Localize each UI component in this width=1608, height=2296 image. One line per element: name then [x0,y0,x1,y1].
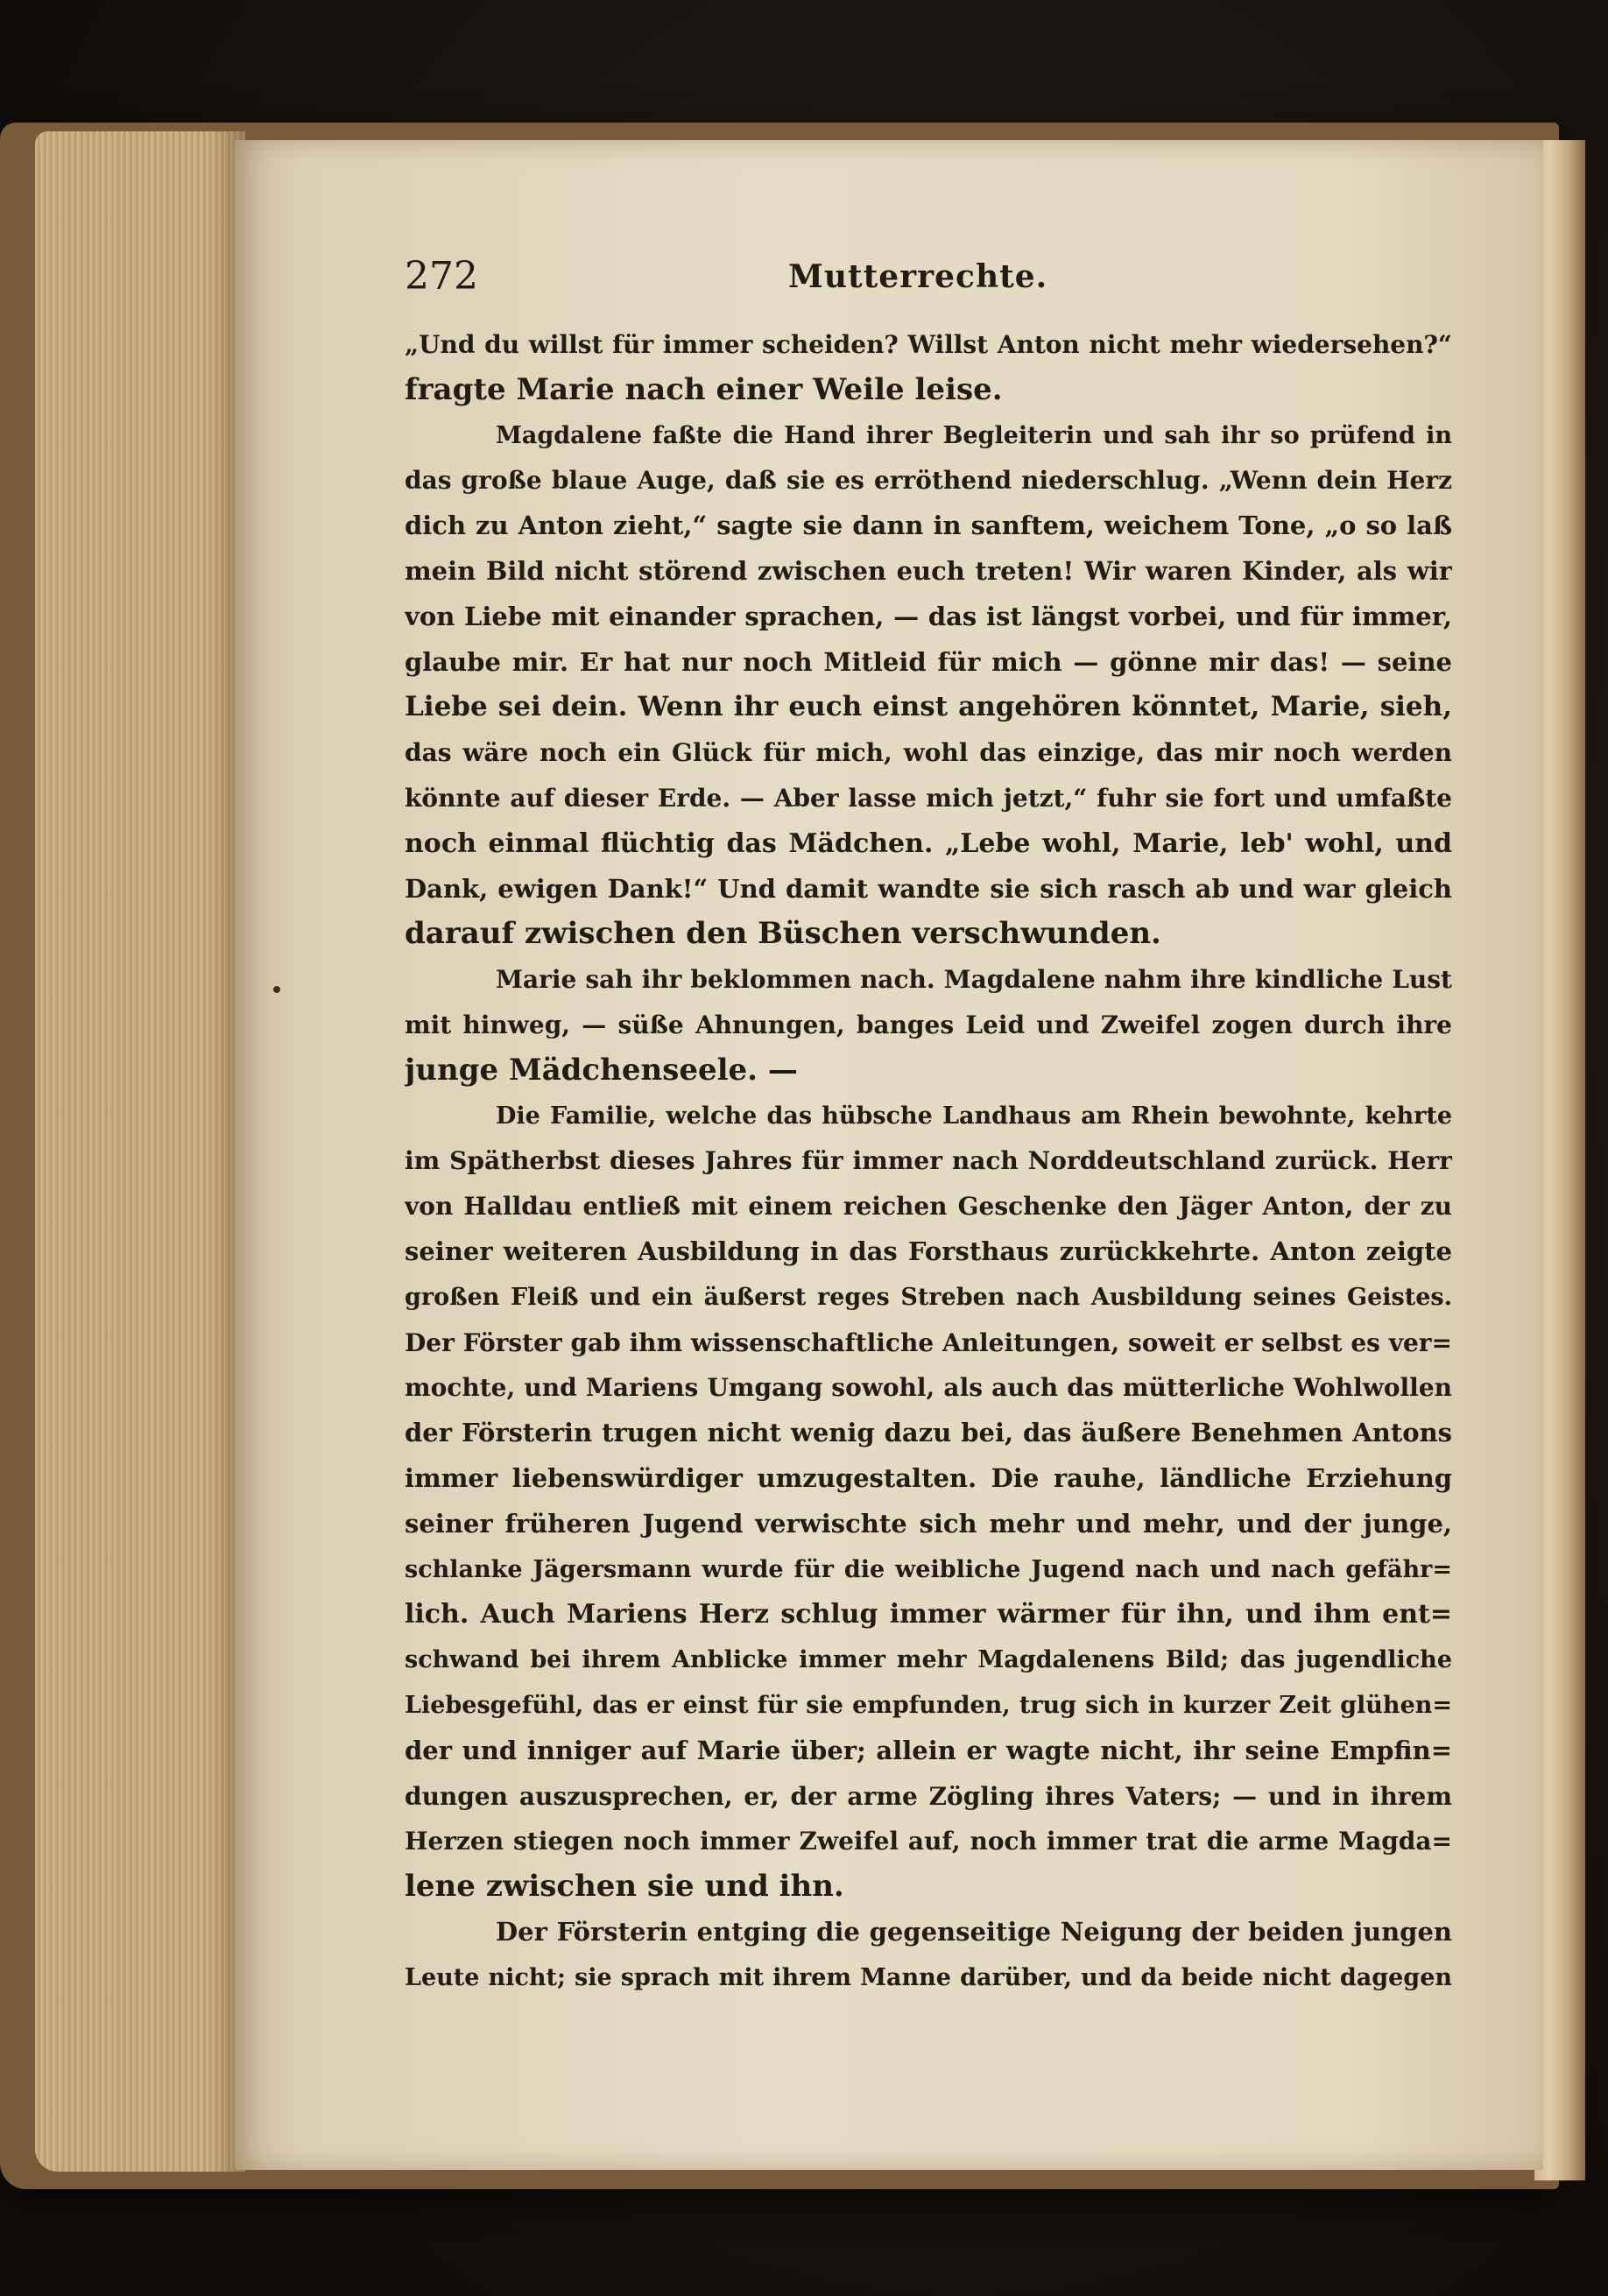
text-line: das große blaue Auge, daß sie es erröthend niederschlug. „Wenn dein Herz [405,466,1452,496]
text-line: der Försterin trugen nicht wenig dazu bei, das äußere Benehmen Antons [405,1418,1452,1448]
text-line: seiner früheren Jugend verwischte sich mehr und mehr, und der junge, [405,1508,1452,1539]
text-line: Der Förster gab ihm wissenschaftliche Anleitungen, soweit er selbst es ver= [405,1328,1452,1357]
text-line: lene zwischen sie und ihn. [405,1869,844,1905]
page-edges [35,131,245,2172]
text-line: Marie sah ihr beklommen nach. Magdalene nahm ihre kindliche Lust [496,965,1452,995]
text-line: dungen auszusprechen, er, der arme Zögling ihres Vaters; — und in ihrem [405,1781,1452,1811]
text-line: Dank, ewigen Dank!“ Und damit wandte sie sich rasch ab und war gleich [405,873,1452,904]
running-head: Mutterrechte. [788,258,1048,295]
text-line: immer liebenswürdiger umzugestalten. Die rauhe, ländliche Erziehung [405,1462,1452,1493]
text-line: Herzen stiegen noch immer Zweifel auf, noch immer trat die arme Magda= [405,1827,1452,1856]
text-line: seiner weiteren Ausbildung in das Forsthaus zurückkehrte. Anton zeigte [405,1236,1452,1266]
text-line: „Und du willst für immer scheiden? Willst Anton nicht mehr wiedersehen?“ [405,330,1452,359]
text-line: Die Familie, welche das hübsche Landhaus am Rhein bewohnte, kehrte [496,1102,1452,1130]
text-line: großen Fleiß und ein äußerst reges Streben nach Ausbildung seines Geistes. [405,1283,1452,1311]
text-line: noch einmal flüchtig das Mädchen. „Lebe wohl, Marie, leb' wohl, und [405,828,1452,859]
text-line: Der Försterin entging die gegenseitige Neigung der beiden jungen [496,1916,1452,1947]
page-number: 272 [405,254,478,299]
text-line: Liebe sei dein. Wenn ihr euch einst angehören könntet, Marie, sieh, [405,691,1452,723]
text-line: Magdalene faßte die Hand ihrer Begleiterin und sah ihr so prüfend in [496,421,1452,449]
text-line: schlanke Jägersmann wurde für die weibliche Jugend nach und nach gefähr= [405,1555,1452,1583]
text-line: Liebesgefühl, das er einst für sie empfunden, trug sich in kurzer Zeit glühen= [405,1691,1452,1719]
text-line: der und inniger auf Marie über; allein er wagte nicht, ihr seine Empfin= [405,1735,1452,1765]
text-line: im Spätherbst dieses Jahres für immer nach Norddeutschland zurück. Herr [405,1146,1452,1176]
text-line: darauf zwischen den Büschen verschwunden. [405,916,1161,952]
text-line: könnte auf dieser Erde. — Aber lasse mich jetzt,“ fuhr sie fort und umfaßte [405,783,1452,813]
text-line: Leute nicht; sie sprach mit ihrem Manne darüber, und da beide nicht dagegen [405,1963,1452,1991]
text-line: mit hinweg, — süße Ahnungen, banges Leid und Zweifel zogen durch ihre [405,1010,1452,1039]
body-text [405,322,1452,1991]
text-line: mochte, und Mariens Umgang sowohl, als auch das mütterliche Wohlwollen [405,1373,1452,1403]
text-line: von Liebe mit einander sprachen, — das ist längst vorbei, und für immer, [405,601,1452,631]
text-line: mein Bild nicht störend zwischen euch treten! Wir waren Kinder, als wir [405,555,1452,586]
text-line: von Halldau entließ mit einem reichen Geschenke den Jäger Anton, der zu [405,1192,1452,1222]
text-line: lich. Auch Mariens Herz schlug immer wärmer für ihn, und ihm ent= [405,1599,1452,1630]
text-line: glaube mir. Er hat nur noch Mitleid für mich — gönne mir das! — seine [405,646,1452,677]
ink-spot [273,986,280,993]
text-line: das wäre noch ein Glück für mich, wohl das einzige, das mir noch werden [405,738,1452,768]
text-line: dich zu Anton zieht,“ sagte sie dann in sanftem, weichem Tone, „o so laß [405,511,1452,541]
text-line: fragte Marie nach einer Weile leise. [405,371,1003,407]
text-line: junge Mädchenseele. — [405,1052,798,1088]
text-line: schwand bei ihrem Anblicke immer mehr Magdalenens Bild; das jugendliche [405,1646,1452,1674]
